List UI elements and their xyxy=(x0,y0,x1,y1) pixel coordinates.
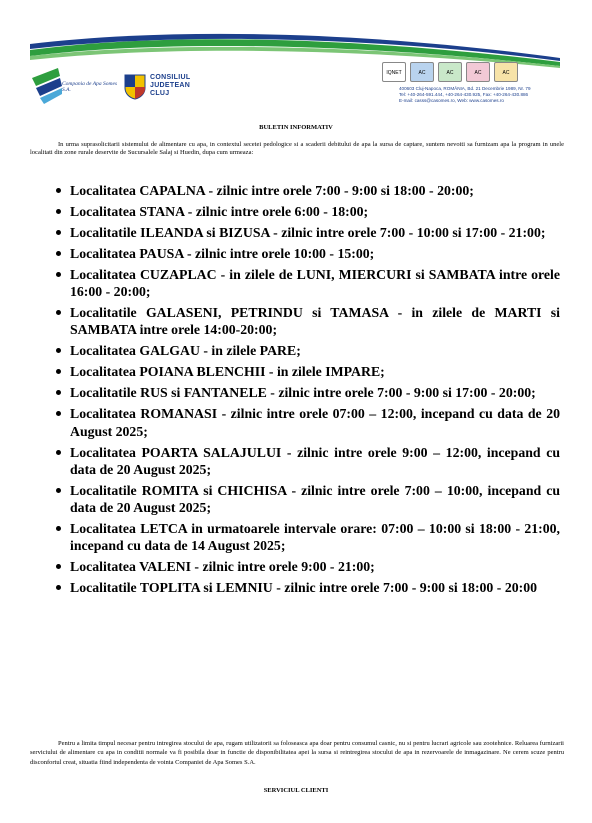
list-item: Localitatea CUZAPLAC - in zilele de LUNI, MIERCURI si SAMBATA intre orele 16:00 - 20:00; xyxy=(50,266,560,300)
bullet-icon xyxy=(56,188,61,193)
certification-badge: IQNET xyxy=(382,62,406,82)
bullet-icon xyxy=(56,450,61,455)
certification-badge: AC xyxy=(466,62,490,82)
council-name: CONSILIUL JUDETEAN CLUJ xyxy=(150,74,191,97)
list-item: Localitatea PAUSA - zilnic intre orele 10:00 - 15:00; xyxy=(50,245,560,262)
email-line: E-mail: casss@casomes.ro, Web: www.casomes.ro xyxy=(399,98,504,103)
bullet-icon xyxy=(56,209,61,214)
list-item: Localitatile RUS si FANTANELE - zilnic intre orele 7:00 - 9:00 si 17:00 - 20:00; xyxy=(50,384,560,401)
signature: SERVICIUL CLIENTI xyxy=(263,787,329,794)
intro-paragraph: In urma suprasolicitarii sistemului de alimentare cu apa, in contextul secetei pedologice si a scaderii debitului de apa la sursa de captare, suntem nevoiti sa furnizam apa la program in unele localitati din zone rurale deservite de Sucursalele Salaj si Huedin, dupa cum urmeaza: xyxy=(30,141,564,156)
list-item: Localitatea GALGAU - in zilele PARE; xyxy=(50,342,560,359)
list-item: Localitatea ROMANASI - zilnic intre orele 07:00 – 12:00, incepand cu data de 20 August 2025; xyxy=(50,405,560,439)
bullet-icon xyxy=(56,348,61,353)
document-title: BULETIN INFORMATIV xyxy=(259,124,333,131)
bullet-icon xyxy=(56,526,61,531)
list-item: Localitatea POIANA BLENCHII - in zilele IMPARE; xyxy=(50,363,560,380)
bullet-icon xyxy=(56,585,61,590)
list-item: Localitatea STANA - zilnic intre orele 6:00 - 18:00; xyxy=(50,203,560,220)
letterhead xyxy=(0,0,592,112)
list-item: Localitatea LETCA in urmatoarele intervale orare: 07:00 – 10:00 si 18:00 - 21:00, incepand cu data de 14 August 2025; xyxy=(50,520,560,554)
phone-line: Tel: +40-264-591.444, +40-264-430.925, Fax: +40-264-430.886 xyxy=(399,92,529,97)
list-item: Localitatile GALASENI, PETRINDU si TAMASA - in zilele de MARTI si SAMBATA intre orele 14:00-20:00; xyxy=(50,304,560,338)
footer-paragraph: Pentru a limita timpul necesar pentru intregirea stocului de apa, rugam utilizatorii sa foloseasca apa doar pentru consumul casnic, nu si pentru lucrari agricole sau zootehnice. Reluarea furnizarii serviciului de alimentare cu apa in conditii normale va fi posibila doar in functie de disponibilitatea apei la sursa si reintregirea stocului de apa in rezervoarele de inmagazinare. Ne cerem scuze pentru disconfortul creat, situatia fiind independenta de vointa Companiei de Apa Somes S.A. xyxy=(30,740,564,766)
bullet-icon xyxy=(56,369,61,374)
schedule-list xyxy=(50,182,560,600)
county-council-logo xyxy=(124,74,214,104)
certification-badges xyxy=(382,62,542,84)
bullet-icon xyxy=(56,488,61,493)
bullet-icon xyxy=(56,390,61,395)
bullet-icon xyxy=(56,251,61,256)
water-company-name: Compania de Apa Somes S.A. xyxy=(62,81,118,93)
list-item: Localitatea VALENI - zilnic intre orele 9:00 - 21:00; xyxy=(50,558,560,575)
list-item: Localitatea POARTA SALAJULUI - zilnic intre orele 9:00 – 12:00, incepand cu data de 20 August 2025; xyxy=(50,444,560,478)
contact-info xyxy=(399,86,567,104)
bullet-icon xyxy=(56,564,61,569)
certification-badge: AC xyxy=(494,62,518,82)
list-item: Localitatile ROMITA si CHICHISA - zilnic intre orele 7:00 – 10:00, incepand cu data de 20 August 2025; xyxy=(50,482,560,516)
address-line: 400603 Cluj-Napoca, ROMÂNIA, Bd. 21 Decembrie 1989, Nr. 79 xyxy=(399,86,531,91)
certification-badge: AC xyxy=(438,62,462,82)
certification-badge: AC xyxy=(410,62,434,82)
bullet-icon xyxy=(56,411,61,416)
list-item: Localitatile ILEANDA si BIZUSA - zilnic intre orele 7:00 - 10:00 si 17:00 - 21:00; xyxy=(50,224,560,241)
bullet-icon xyxy=(56,310,61,315)
bullet-icon xyxy=(56,272,61,277)
crest-icon xyxy=(124,74,146,100)
list-item: Localitatea CAPALNA - zilnic intre orele 7:00 - 9:00 si 18:00 - 20:00; xyxy=(50,182,560,199)
bullet-icon xyxy=(56,230,61,235)
list-item: Localitatile TOPLITA si LEMNIU - zilnic intre orele 7:00 - 9:00 si 18:00 - 20:00 xyxy=(50,579,560,596)
